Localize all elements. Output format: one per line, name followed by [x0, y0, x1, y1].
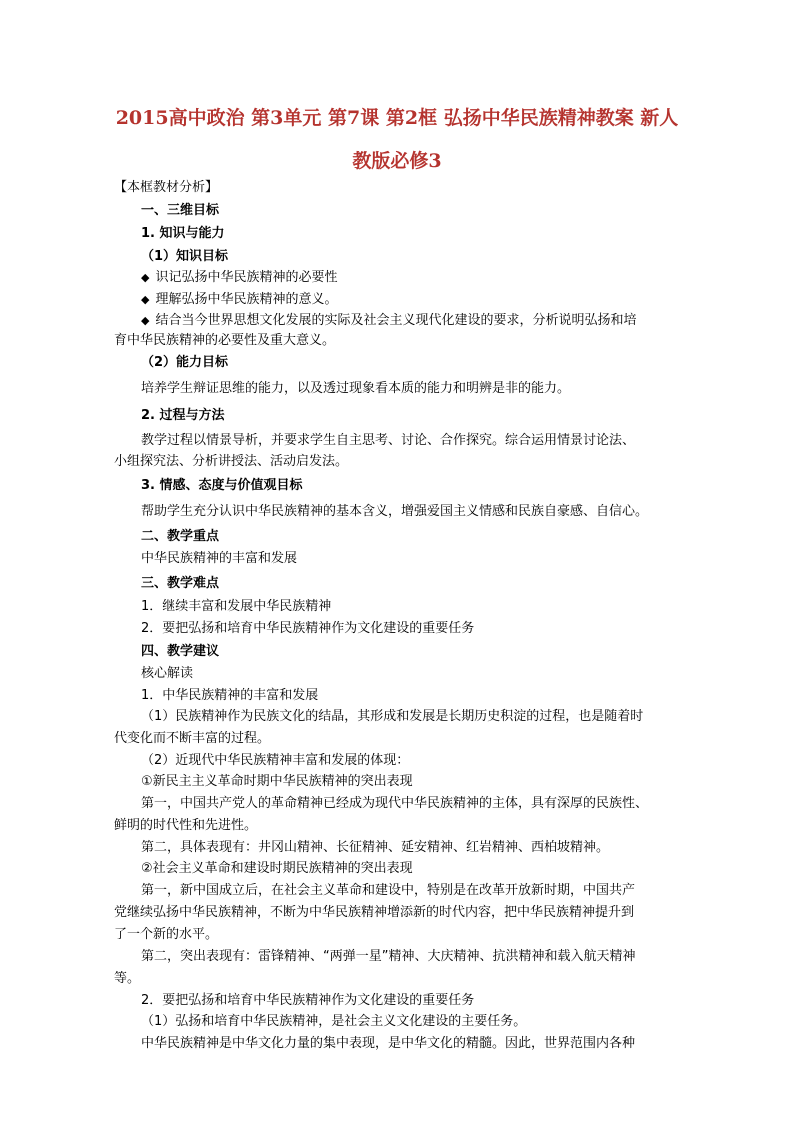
heading-process-method: 2. 过程与方法: [141, 408, 225, 423]
paragraph-line: （1）弘扬和培育中华民族精神，是社会主义文化建设的主要任务。: [141, 1014, 527, 1029]
bullet-item: ◆ 结合当今世界思想文化发展的实际及社会主义现代化建设的要求，分析说明弘扬和培: [141, 311, 636, 331]
paragraph-line: 育中华民族精神的必要性及重大意义。: [114, 333, 336, 348]
paragraph-line: 第一，新中国成立后，在社会主义革命和建设中，特别是在改革开放新时期，中国共产: [141, 883, 636, 898]
paragraph-line: 党继续弘扬中华民族精神，不断为中华民族精神增添新的时代内容，把中华民族精神提升到: [114, 905, 635, 920]
heading-teaching-suggestions: 四、教学建议: [141, 644, 220, 659]
paragraph-line: 中华民族精神的丰富和发展: [141, 551, 298, 566]
paragraph-line: 1．继续丰富和发展中华民族精神: [141, 599, 332, 614]
heading-ability-goal: （2）能力目标: [141, 355, 229, 370]
paragraph-line: （2）近现代中华民族精神丰富和发展的体现：: [141, 753, 410, 768]
paragraph-line: 1．中华民族精神的丰富和发展: [141, 688, 319, 703]
paragraph-line: 教学过程以情景导析，并要求学生自主思考、讨论、合作探究。综合运用情景讨论法、: [141, 433, 636, 448]
paragraph-line: 核心解读: [141, 666, 194, 681]
paragraph-line: 了一个新的水平。: [114, 927, 219, 942]
heading-knowledge-ability: 1. 知识与能力: [141, 226, 225, 241]
document-title-line-1: 2015高中政治 第3单元 第7课 第2框 弘扬中华民族精神教案 新人: [115, 107, 679, 129]
heading-difficulties: 三、教学难点: [141, 576, 220, 591]
bullet-item: ◆ 识记弘扬中华民族精神的必要性: [141, 268, 337, 288]
paragraph-line: 2．要把弘扬和培育中华民族精神作为文化建设的重要任务: [141, 621, 475, 636]
paragraph-line: 第二，突出表现有：雷锋精神、“两弹一星”精神、大庆精神、抗洪精神和载入航天精神: [141, 949, 636, 964]
section-heading-analysis: 【本框教材分析】: [114, 180, 219, 195]
paragraph-line: （1）民族精神作为民族文化的结晶，其形成和发展是长期历史积淀的过程，也是随着时: [141, 709, 644, 724]
paragraph-line: 第二，具体表现有：井冈山精神、长征精神、延安精神、红岩精神、西柏坡精神。: [141, 840, 610, 855]
paragraph-line: ②社会主义革命和建设时期民族精神的突出表现: [141, 861, 413, 876]
heading-objectives: 一、三维目标: [141, 203, 220, 218]
paragraph-line: 帮助学生充分认识中华民族精神的基本含义，增强爱国主义情感和民族自豪感、自信心。: [141, 504, 649, 519]
paragraph-line: ①新民主主义革命时期中华民族精神的突出表现: [141, 774, 413, 789]
paragraph-line: 小组探究法、分析讲授法、活动启发法。: [114, 454, 349, 469]
paragraph-line: 等。: [114, 971, 141, 986]
heading-key-points: 二、教学重点: [141, 529, 220, 544]
paragraph-line: 培养学生辩证思维的能力，以及透过现象看本质的能力和明辨是非的能力。: [141, 381, 571, 396]
document-title-line-2: 教版必修3: [352, 150, 442, 172]
paragraph-line: 第一，中国共产党人的革命精神已经成为现代中华民族精神的主体，具有深厚的民族性、: [141, 796, 649, 811]
paragraph-line: 鲜明的时代性和先进性。: [114, 818, 258, 833]
paragraph-line: 代变化而不断丰富的过程。: [114, 731, 271, 746]
paragraph-line: 中华民族精神是中华文化力量的集中表现，是中华文化的精髓。因此，世界范围内各种: [141, 1036, 636, 1051]
paragraph-line: 2．要把弘扬和培育中华民族精神作为文化建设的重要任务: [141, 993, 475, 1008]
heading-knowledge-goal: （1）知识目标: [141, 249, 229, 264]
heading-emotion-values: 3. 情感、态度与价值观目标: [141, 478, 303, 493]
bullet-item: ◆ 理解弘扬中华民族精神的意义。: [141, 290, 337, 310]
